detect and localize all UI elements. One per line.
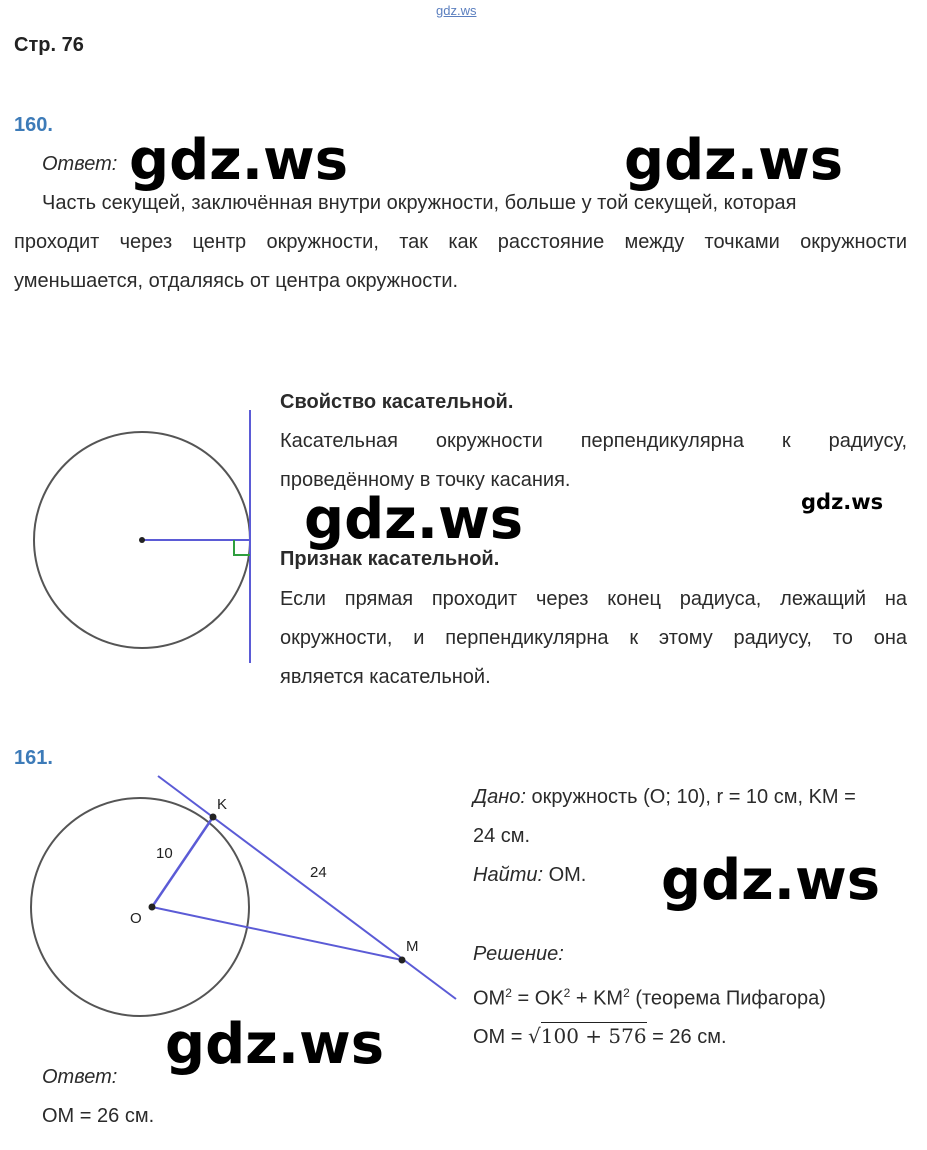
- point-k: [210, 814, 217, 821]
- sup-2: 2: [505, 986, 512, 1000]
- task-161-answer-label: Ответ:: [42, 1066, 118, 1088]
- sign-line2: окружности, и перпендикулярна к этому радиусу, то она: [280, 627, 907, 649]
- task-161-answer-text: OM = 26 см.: [42, 1105, 155, 1127]
- label-tangent-length: 24: [310, 864, 327, 881]
- page-label: Стр. 76: [14, 34, 84, 56]
- equation-pythagoras: [473, 974, 826, 1019]
- property-line2: проведённому в точку касания.: [280, 469, 571, 491]
- radicand: 100 + 576: [540, 1024, 647, 1048]
- label-radius: 10: [156, 845, 173, 862]
- eq1-km: + KM: [570, 987, 624, 1010]
- sqrt-icon: √: [528, 1024, 541, 1048]
- right-angle-mark: [234, 540, 250, 555]
- property-line1: Касательная окружности перпендикулярна к радиусу,: [280, 430, 907, 452]
- given-text: окружность (O; 10), r = 10 см, KM =: [525, 786, 856, 808]
- eq1-om: OM: [473, 987, 506, 1010]
- watermark-top[interactable]: gdz.ws: [436, 3, 477, 18]
- find-text: OM.: [543, 864, 587, 886]
- label-m: M: [406, 938, 419, 955]
- watermark: gdz.ws: [165, 1012, 385, 1077]
- sign-title: Признак касательной.: [280, 548, 500, 570]
- eq2-om: OM =: [473, 1026, 529, 1048]
- tangent-line: [158, 776, 456, 999]
- given-label: Дано:: [473, 786, 526, 808]
- sign-line1: Если прямая проходит через конец радиуса, лежащий на: [280, 588, 907, 610]
- task-160-answer-label: Ответ:: [42, 153, 118, 175]
- watermark: gdz.ws: [129, 128, 349, 193]
- problem-161-figure: [20, 770, 470, 1030]
- segment-om: [152, 907, 402, 960]
- watermark: gdz.ws: [624, 128, 844, 193]
- eq2-result: = 26 см.: [646, 1026, 727, 1048]
- label-k: K: [217, 796, 228, 813]
- given-line2: 24 см.: [473, 825, 531, 847]
- sup-2: 2: [623, 986, 630, 1000]
- task-160-line2: проходит через центр окружности, так как расстояние между точками окружности: [14, 231, 907, 253]
- point-m: [399, 957, 406, 964]
- given-line1: [473, 778, 907, 817]
- task-161-number: 161.: [14, 747, 53, 769]
- sign-line3: является касательной.: [280, 666, 491, 688]
- watermark: gdz.ws: [661, 848, 881, 913]
- point-o: [149, 904, 156, 911]
- eq1-note: (теорема Пифагора): [629, 987, 826, 1010]
- watermark: gdz.ws: [304, 487, 524, 552]
- circle: [31, 798, 249, 1016]
- solution-label: Решение:: [473, 943, 564, 965]
- task-160-line3: уменьшается, отдаляясь от центра окружности.: [14, 270, 459, 292]
- task-160-line1: Часть секущей, заключённая внутри окружности, больше у той секущей, которая: [42, 192, 797, 214]
- tangent-figure: [20, 405, 270, 670]
- watermark-small: gdz.ws: [801, 490, 884, 514]
- equation-result: [473, 1017, 727, 1057]
- center-point: [139, 537, 145, 543]
- sup-2: 2: [563, 986, 571, 1000]
- label-o: O: [130, 910, 142, 927]
- eq1-ok: = OK: [511, 987, 564, 1010]
- property-title: Свойство касательной.: [280, 391, 514, 413]
- find-label: Найти:: [473, 864, 544, 886]
- find-line: [473, 856, 586, 895]
- task-160-number: 160.: [14, 114, 53, 136]
- radius-ok: [152, 817, 213, 907]
